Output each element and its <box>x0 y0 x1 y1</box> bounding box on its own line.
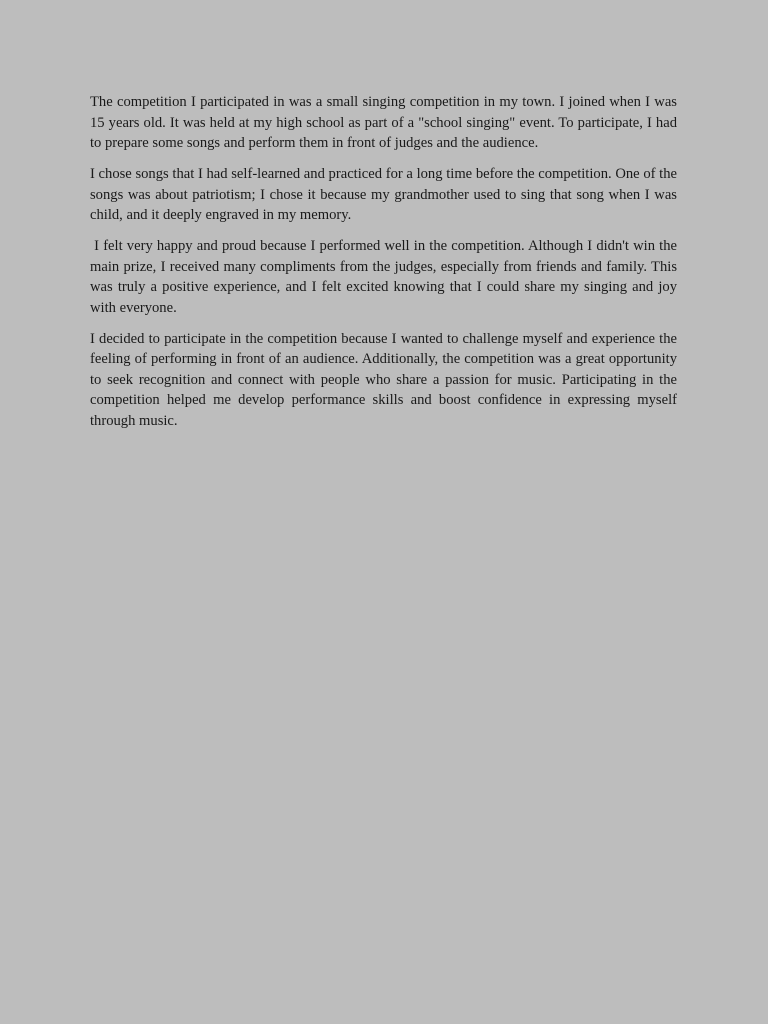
paragraph-motivation: I decided to participate in the competition because I wanted to challenge myself and experience the feeling of performing in front of an audience. Additionally, the competition was a great opportunity to seek recognition and connect with people who share a passion for music. Participating in the competition helped me develop performance skills and boost confidence in expressing myself through music. <box>90 330 681 429</box>
paragraph-competition-intro: The competition I participated in was a small singing competition in my town. I joined when I was 15 years old. It was held at my high school as part of a "school singing" event. To participate, I had to prepare some songs and perform them in front of judges and the audience. <box>90 94 681 151</box>
paragraph-song-choice: I chose songs that I had self-learned and practiced for a long time before the competition. One of the songs was about patriotism; I chose it because my grandmother used to sing that song when I was child, and it deeply engraved in my memory. <box>90 166 681 223</box>
document-page <box>90 92 681 442</box>
paragraph-feelings: I felt very happy and proud because I performed well in the competition. Although I didn't win the main prize, I received many compliments from the judges, especially from friends and family. This was truly a positive experience, and I felt excited knowing that I could share my singing and joy with everyone. <box>90 238 681 316</box>
